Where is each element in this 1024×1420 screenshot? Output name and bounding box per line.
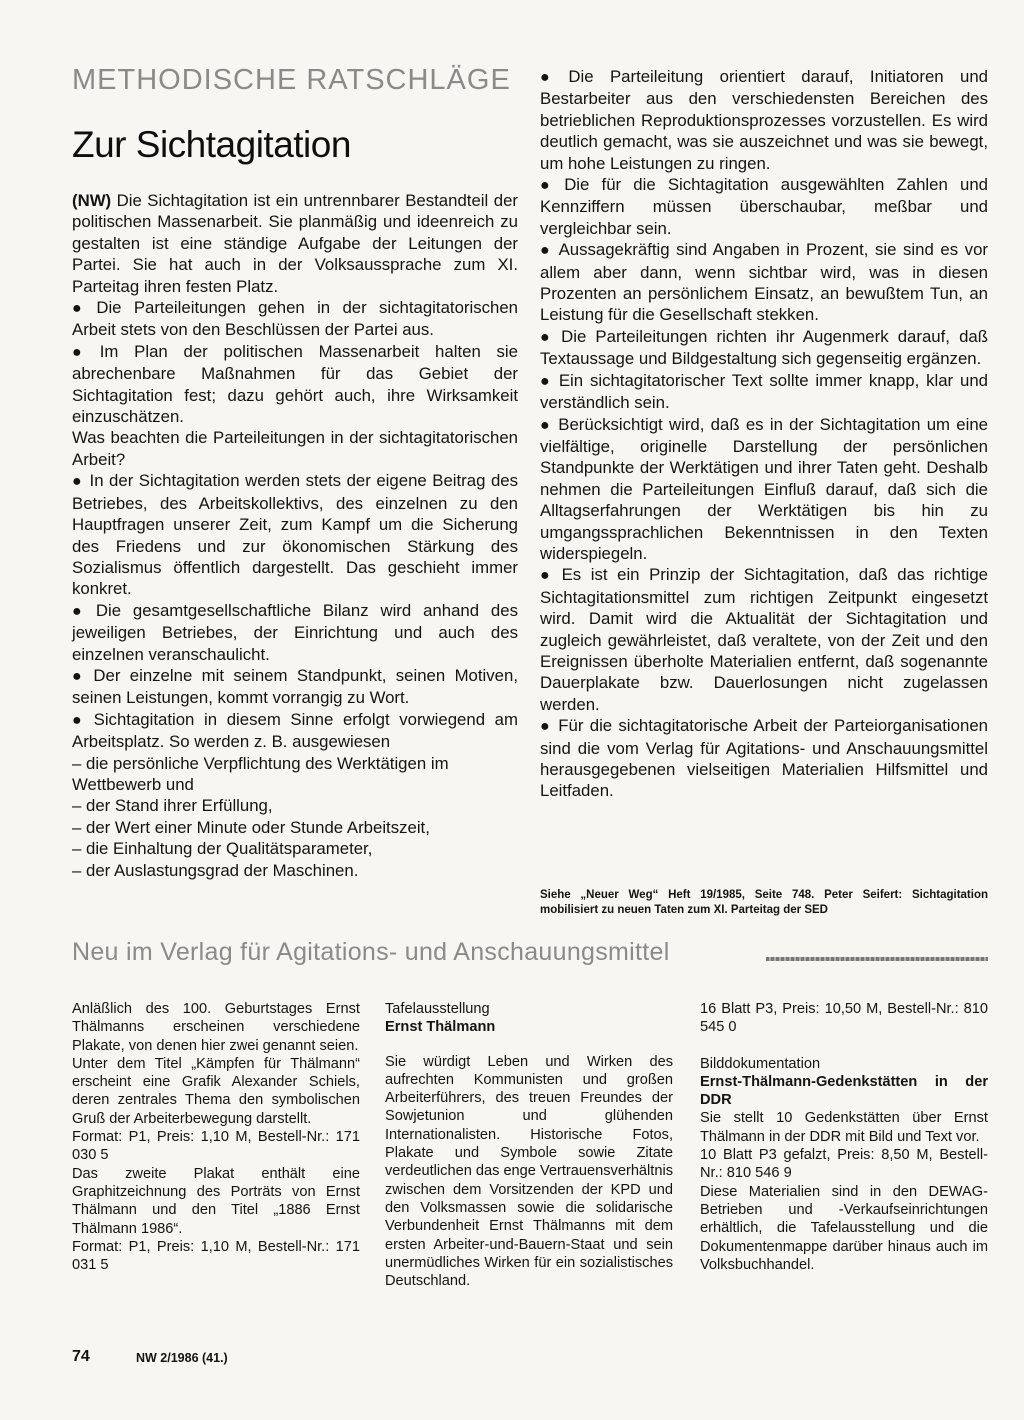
bullet-text: Für die sichtagitatorische Arbeit der Parteiorganisationen sind die vom Verlag für Agitations- und Anschauungsmittel herausgegebenen vielseitigen Materialien Hilfsmittel und Leitfaden.: [540, 716, 988, 801]
banner-rule: [766, 957, 988, 961]
bullet-paragraph: [72, 470, 518, 599]
bullet-text: Berücksichtigt wird, daß es in der Sichtagitation um eine vielfältige, originelle Darstellung der persönlichen Standpunkte der Werktätigen und ihrer Taten geht. Deshalb nehmen die Parteileitungen Einfluß darauf, daß sich die Alltagserfahrungen der Werktätigen bis hin zu umgangssprachlichen Bekenntnissen in den Texten widerspiegeln.: [540, 414, 988, 563]
announcement-paragraph: Das zweite Plakat enthält eine Graphitzeichnung des Porträts von Ernst Thälmann und den Titel „1886 Ernst Thälmann 1986“.: [72, 1165, 360, 1237]
intro-paragraph: [72, 190, 518, 297]
availability-note: Diese Materialien sind in den DEWAG-Betrieben und -Verkaufseinrichtungen erhältlich, die Tafelausstellung und die Dokumentenmappe darüber hinaus auch im Volksbuchhandel.: [700, 1183, 988, 1273]
section-banner-title: Neu im Verlag für Agitations- und Anschauungsmittel: [72, 938, 670, 966]
question-paragraph: Was beachten die Parteileitungen in der sichtagitatorischen Arbeit?: [72, 428, 518, 469]
product-pricing: 10 Blatt P3 gefalzt, Preis: 8,50 M, Bestell-Nr.: 810 546 9: [700, 1147, 988, 1182]
bullet-icon: ●: [72, 300, 90, 318]
bullet-paragraph: [540, 66, 988, 174]
bullet-text: Ein sichtagitatorischer Text sollte immer knapp, klar und verständlich sein.: [540, 370, 988, 413]
bullet-paragraph: [540, 564, 988, 715]
bullet-text: Die Parteileitung orientiert darauf, Initiatoren und Bestarbeiter aus den verschiedensten Bereichen des betrieblichen Reproduktionsprozesses vorzustellen. Es wird deutlich gemacht, was sie auszeichnet und was sie bewegt, um hohe Leistungen zu ringen.: [540, 67, 988, 173]
page-number: 74: [72, 1348, 90, 1365]
bullet-paragraph: [72, 665, 518, 709]
bullet-icon: ●: [540, 416, 552, 434]
announcement-paragraph: Format: P1, Preis: 1,10 M, Bestell-Nr.: 171 030 5: [72, 1129, 360, 1164]
bullet-paragraph: [540, 326, 988, 370]
product-description: Sie würdigt Leben und Wirken des aufrechten Kommunisten und großen Arbeiterführers, des treuen Freundes der Sowjetunion und glühenden Internationalisten. Historische Fotos, Plakate und Symbole sowie Zitate verdeutlichen das enge Vertrauensverhältnis zwischen dem Vorsitzenden der KPD und den Volksmassen sowie die solidarische Verbundenheit Ernst Thälmanns mit dem ersten Arbeiter-und-Bauern-Staat und sein unermüdliches Wirken für ein sozialistisches Deutschland.: [385, 1053, 674, 1290]
dash-item: – die Einhaltung der Qualitätsparameter,: [72, 839, 373, 859]
bullet-text: Die Parteileitungen gehen in der sichtagitatorischen Arbeit stets von den Beschlüssen der Partei aus.: [72, 298, 518, 340]
dash-item: – der Auslastungsgrad der Maschinen.: [72, 860, 359, 880]
bullet-paragraph: [72, 297, 518, 341]
bullet-icon: ●: [72, 343, 93, 361]
bullet-icon: ●: [72, 711, 87, 729]
article-title: Zur Sichtagitation: [72, 124, 351, 165]
announcement-column-3: [700, 1000, 988, 1274]
bullet-text: Aussagekräftig sind Angaben in Prozent, sie sind es vor allem aber dann, wenn sichtbar wird, was in diesen Prozenten an persönlichem Einsatz, an bewußtem Tun, an Leistung für die Gesellschaft stekken.: [540, 240, 988, 325]
page-kicker: METHODISCHE RATSCHLÄGE: [72, 64, 511, 96]
bullet-text: In der Sichtagitation werden stets der eigene Beitrag des Betriebes, des Arbeitskollektivs, des einzelnen zu den Hauptfragen unserer Zeit, zum Kampf um die Sicherung des Friedens und zur ökonomischen Stärkung des Sozialismus öffentlich dargestellt. Das geschieht immer konkret.: [72, 471, 519, 599]
bullet-text: Die für die Sichtagitation ausgewählten Zahlen und Kennziffern müssen überschaubar, meßbar und vergleichbar sein.: [540, 175, 988, 238]
bullet-paragraph: [540, 370, 988, 414]
bullet-text: Es ist ein Prinzip der Sichtagitation, daß das richtige Sichtagitationsmittel zum richtigen Zeitpunkt eingesetzt wird. Damit wird die Aktualität der Sichtagitation und zugleich gewährleistet, daß veraltete, von der Zeit und den Ereignissen überholte Materialien entfernt, daß sogenannte Dauerplakate bzw. Dauerlosungen nicht zugelassen werden.: [540, 565, 989, 714]
bullet-icon: ●: [540, 567, 555, 585]
product-name: Ernst-Thälmann-Gedenkstätten in der DDR: [700, 1073, 988, 1109]
dash-item: – der Stand ihrer Erfüllung,: [72, 796, 273, 816]
announcement-paragraph: Format: P1, Preis: 1,10 M, Bestell-Nr.: 171 031 5: [72, 1238, 360, 1274]
bullet-paragraph: [72, 341, 518, 428]
product-kind: Bilddokumentation: [700, 1055, 821, 1072]
bullet-icon: ●: [540, 718, 552, 736]
source-note: Siehe „Neuer Weg“ Heft 19/1985, Seite 748. Peter Seifert: Sichtagitation mobilisiert zu neuen Taten zum XI. Parteitag der SED: [540, 889, 988, 916]
bullet-paragraph: [540, 414, 988, 565]
announcement-column-1: [72, 1000, 360, 1274]
bullet-paragraph: [540, 239, 988, 326]
dash-item: – der Wert einer Minute oder Stunde Arbeitszeit,: [72, 817, 430, 837]
bullet-paragraph: [72, 600, 518, 665]
product-pricing: 16 Blatt P3, Preis: 10,50 M, Bestell-Nr.: 810 545 0: [700, 1001, 988, 1036]
announcement-paragraph: Anläßlich des 100. Geburtstages Ernst Thälmanns erscheinen verschiedene Plakate, von denen hier zwei genannt seien.: [72, 1001, 360, 1054]
bullet-icon: ●: [72, 602, 89, 620]
dash-list: [72, 753, 518, 881]
bullet-paragraph: [72, 709, 518, 753]
bullet-paragraph: [540, 715, 988, 802]
bullet-paragraph: [540, 174, 988, 239]
announcement-paragraph: Unter dem Titel „Kämpfen für Thälmann“ erscheint eine Grafik Alexander Schiels, deren zentrales Thema den symbolischen Gruß der Arbeiterbewegung darstellt.: [72, 1055, 360, 1127]
section-banner: [72, 938, 988, 970]
product-description: Sie stellt 10 Gedenkstätten über Ernst Thälmann in der DDR mit Bild und Text vor.: [700, 1110, 988, 1145]
bullet-text: Im Plan der politischen Massenarbeit halten sie abrechenbare Maßnahmen für das Gebiet der Sichtagitation fest; dazu gehört auch, ihre Wirksamkeit einzuschätzen.: [72, 341, 518, 427]
bullet-icon: ●: [540, 177, 558, 195]
intro-lead: (NW): [72, 191, 112, 210]
bullet-icon: ●: [72, 473, 83, 491]
bullet-text: Der einzelne mit seinem Standpunkt, seinen Motiven, seinen Leistungen, kommt vorrangig zu Wort.: [72, 665, 518, 708]
article-column-right: [540, 66, 988, 802]
announcement-column-2: [385, 1000, 673, 1290]
intro-text: Die Sichtagitation ist ein untrennbarer Bestandteil der politischen Massenarbeit. Sie planmäßig und ideenreich zu gestalten ist eine ständige Aufgabe der Leitungen der Partei. Sie hat auch in der Volksaussprache zum XI. Parteitag ihren festen Platz.: [72, 191, 518, 296]
bullet-icon: ●: [540, 242, 552, 260]
bullet-icon: ●: [540, 372, 552, 390]
dash-item: – die persönliche Verpflichtung des Werktätigen im Wettbewerb und: [72, 753, 449, 794]
product-kind: Tafelausstellung: [385, 1001, 490, 1017]
issue-reference: NW 2/1986 (41.): [136, 1351, 228, 1365]
bullet-icon: ●: [72, 667, 87, 685]
bullet-icon: ●: [540, 328, 555, 346]
bullet-text: Sichtagitation in diesem Sinne erfolgt vorwiegend am Arbeitsplatz. So werden z. B. ausgewiesen: [72, 709, 518, 752]
bullet-text: Die gesamtgesellschaftliche Bilanz wird anhand des jeweiligen Betriebes, der Einrichtung und auch des einzelnen veranschaulicht.: [72, 600, 518, 664]
bullet-text: Die Parteileitungen richten ihr Augenmerk darauf, daß Textaussage und Bildgestaltung sich gegenseitig ergänzen.: [540, 326, 988, 369]
article-column-left: [72, 190, 518, 881]
bullet-icon: ●: [540, 69, 562, 86]
product-name: Ernst Thälmann: [385, 1019, 496, 1036]
